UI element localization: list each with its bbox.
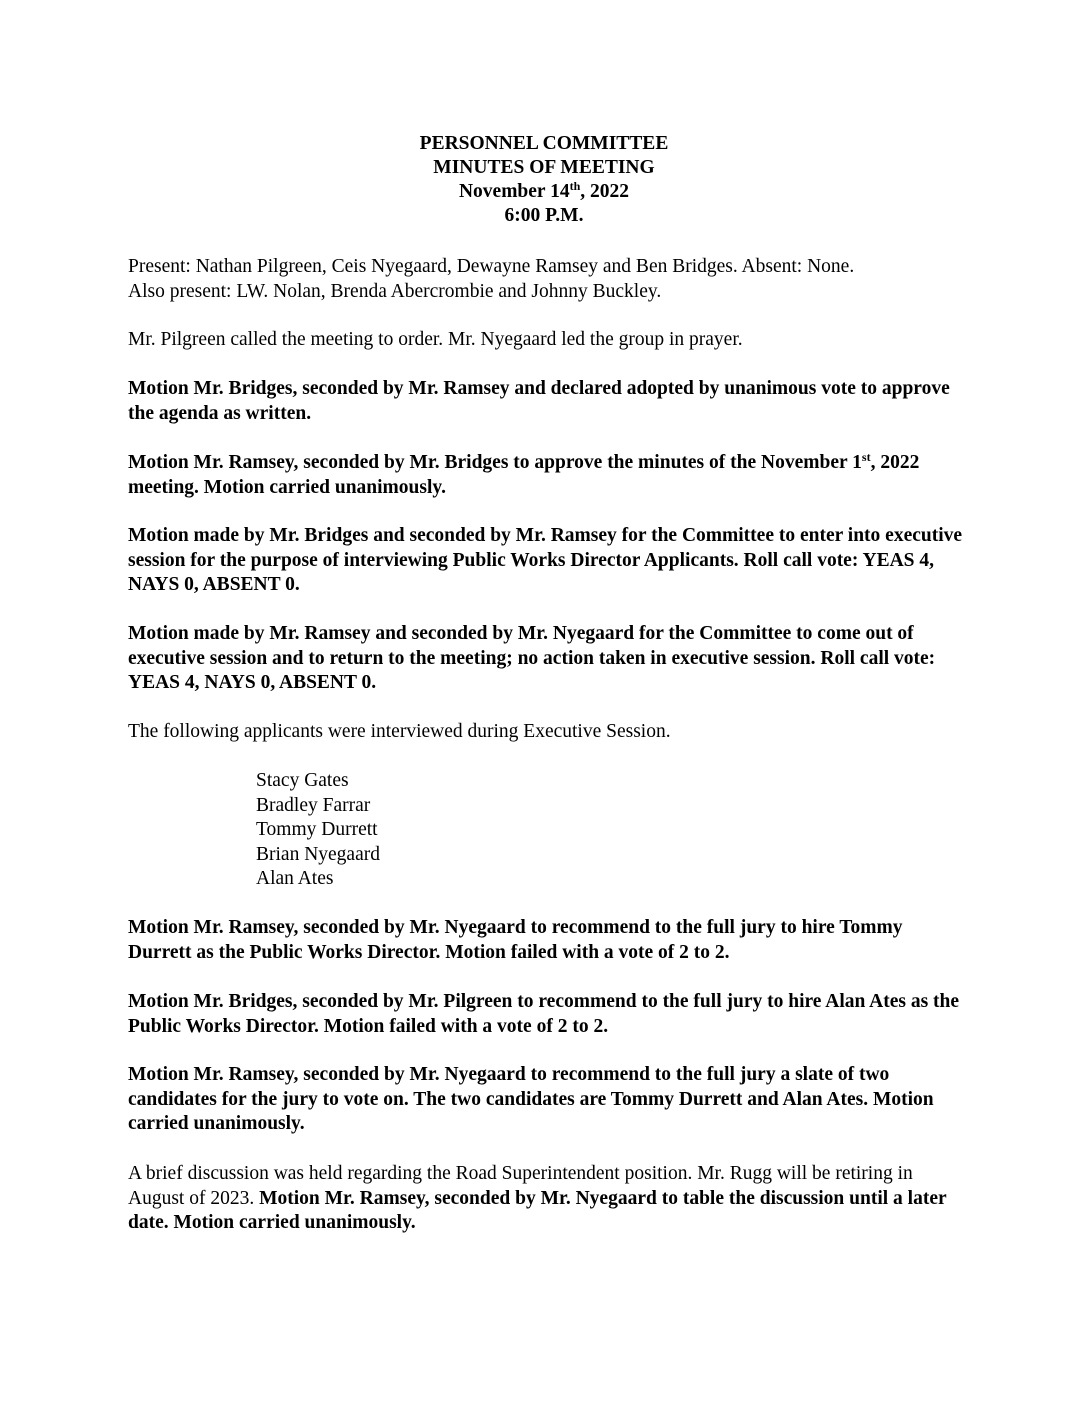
- list-item: Alan Ates: [256, 868, 334, 890]
- motion-agenda: Motion Mr. Bridges, seconded by Mr. Ramsey and declared adopted by unanimous vote to approve the agenda as written.: [128, 378, 950, 424]
- applicants-intro: The following applicants were interviewed during Executive Session.: [128, 721, 671, 742]
- applicants-list: [256, 769, 380, 892]
- road-superintendent-discussion: A brief discussion was held regarding the Road Superintendent position. Mr. Rugg will be retiring in August of 2023. Motion Mr. Ramsey, seconded by Mr. Nyegaard to table the discussion until a later date. Motion carried unanimously.: [128, 1163, 947, 1233]
- motion-exit-executive-session: Motion made by Mr. Ramsey and seconded by Mr. Nyegaard for the Committee to come out of executive session and to return to the meeting; no action taken in executive session. Roll call vote: YEAS 4, NAYS 0, ABSENT 0.: [128, 623, 936, 693]
- list-item: Brian Nyegaard: [256, 843, 380, 865]
- motion-table-discussion: Motion Mr. Ramsey, seconded by Mr. Nyegaard to table the discussion until a later date. Motion carried unanimously.: [128, 1187, 947, 1233]
- attendance-present: Present: Nathan Pilgreen, Ceis Nyegaard, Dewayne Ramsey and Ben Bridges. Absent: None.: [128, 256, 855, 277]
- motion-hire-ates: Motion Mr. Bridges, seconded by Mr. Pilgreen to recommend to the full jury to hire Alan Ates as the Public Works Director. Motion failed with a vote of 2 to 2.: [128, 991, 960, 1037]
- list-item: Stacy Gates: [256, 770, 349, 791]
- meeting-date: November 14th, 2022: [458, 179, 630, 202]
- document-type: MINUTES OF MEETING: [433, 157, 655, 178]
- motion-hire-durrett: Motion Mr. Ramsey, seconded by Mr. Nyegaard to recommend to the full jury to hire Tommy Durrett as the Public Works Director. Motion failed with a vote of 2 to 2.: [128, 917, 903, 963]
- motion-enter-executive-session: Motion made by Mr. Bridges and seconded by Mr. Ramsey for the Committee to enter into executive session for the purpose of interviewing Public Works Director Applicants. Roll call vote: YEAS 4, NAYS 0, ABSENT 0.: [128, 525, 963, 595]
- committee-title: PERSONNEL COMMITTEE: [419, 133, 669, 154]
- call-to-order: Mr. Pilgreen called the meeting to order. Mr. Nyegaard led the group in prayer.: [128, 329, 743, 350]
- motion-slate-of-candidates: Motion Mr. Ramsey, seconded by Mr. Nyegaard to recommend to the full jury a slate of two candidates for the jury to vote on. The two candidates are Tommy Durrett and Alan Ates. Motion carried unanimously.: [128, 1064, 934, 1134]
- motion-minutes: Motion Mr. Ramsey, seconded by Mr. Bridges to approve the minutes of the November 1st, 2022 meeting. Motion carried unanimously.: [128, 450, 920, 498]
- list-item: Tommy Durrett: [256, 819, 378, 841]
- attendance: [128, 255, 968, 304]
- document-header: [0, 132, 1088, 228]
- meeting-time: 6:00 P.M.: [504, 205, 584, 226]
- attendance-also-present: Also present: LW. Nolan, Brenda Abercrombie and Johnny Buckley.: [128, 280, 662, 302]
- list-item: Bradley Farrar: [256, 794, 371, 816]
